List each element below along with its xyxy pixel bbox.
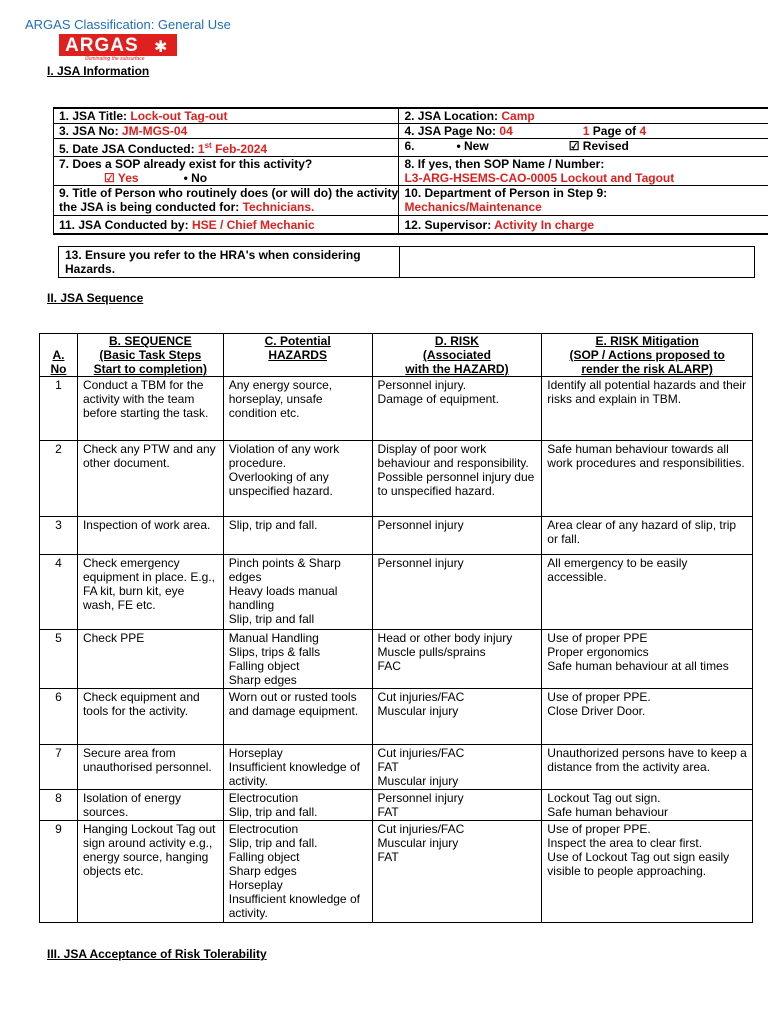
hazard-cell: [223, 790, 372, 821]
jsa-title-value: Lock-out Tag-out: [130, 109, 228, 123]
sop-yes-checkbox[interactable]: ☑ Yes: [104, 171, 139, 185]
mitigation-item: Use of proper PPE: [547, 631, 648, 645]
mitigation-cell: [542, 630, 753, 689]
conducted-by-cell: 11. JSA Conducted by: HSE / Chief Mechanic: [54, 216, 399, 234]
risk-item: Cut injuries/FAC: [377, 822, 465, 836]
hazard-item: Slip, trip and fall.: [228, 805, 318, 819]
section-title-jsa-information: I. JSA Information: [47, 64, 150, 78]
supervisor-cell: 12. Supervisor: Activity In charge: [399, 216, 768, 234]
table-row: [40, 555, 753, 630]
sop-no-option[interactable]: • No: [183, 171, 208, 185]
mitigation-cell: [542, 377, 753, 441]
mitigation-item: Identify all potential hazards and their risks and explain in TBM.: [547, 378, 747, 406]
hazard-cell: [223, 555, 372, 630]
row-number: 5: [40, 630, 78, 689]
header-hazards: C. Potential HAZARDS: [223, 334, 372, 377]
risk-item: Damage of equipment.: [377, 392, 499, 406]
table-row: [40, 790, 753, 821]
risk-cell: [372, 821, 542, 923]
mitigation-cell: [542, 745, 753, 790]
section-title-jsa-sequence: II. JSA Sequence: [47, 291, 144, 305]
row-number: 1: [40, 377, 78, 441]
hra-note-table: [58, 246, 755, 278]
table-row: [40, 689, 753, 745]
hra-note: 13. Ensure you refer to the HRA's when considering Hazards.: [59, 247, 400, 278]
risk-cell: [372, 790, 542, 821]
sequence-step: Inspection of work area.: [77, 517, 223, 555]
sequence-step: Check PPE: [77, 630, 223, 689]
logo-star-icon: ✱: [154, 39, 168, 56]
hazard-item: Electrocution: [228, 791, 299, 805]
title-of-person-cell: 9. Title of Person who routinely does (or will do) the activity the JSA is being conducted for: Technicians.: [54, 186, 399, 216]
hazard-cell: [223, 517, 372, 555]
table-row: [40, 630, 753, 689]
row-number: 9: [40, 821, 78, 923]
risk-item: Muscular injury: [377, 704, 459, 718]
risk-cell: [372, 745, 542, 790]
hazard-item: Sharp edges: [228, 864, 297, 878]
risk-item: Cut injuries/FAC: [377, 746, 465, 760]
risk-item: Muscular injury: [377, 836, 459, 850]
logo-text: ARGAS: [65, 35, 139, 56]
sop-name-value: L3-ARG-HSEMS-CAO-0005 Lockout and Tagout: [404, 171, 675, 185]
date-value: 1st Feb-2024: [197, 141, 268, 156]
risk-item: FAT: [377, 805, 399, 819]
sop-exist-cell: 7. Does a SOP already exist for this activity? ☑ Yes • No: [54, 157, 399, 186]
mitigation-cell: [542, 555, 753, 630]
row-number: 6: [40, 689, 78, 745]
table-row: [40, 441, 753, 517]
header-no: A. No: [40, 334, 78, 377]
mitigation-item: Lockout Tag out sign.: [547, 791, 661, 805]
sequence-step: Check emergency equipment in place. E.g., FA kit, burn kit, eye wash, FE etc.: [77, 555, 223, 630]
hazard-cell: [223, 745, 372, 790]
header-mitigation: E. RISK Mitigation (SOP / Actions proposed to render the risk ALARP): [542, 334, 753, 377]
header-risk: D. RISK (Associated with the HAZARD): [372, 334, 542, 377]
mitigation-item: Unauthorized persons have to keep a distance from the activity area.: [547, 746, 747, 774]
conducted-by-value: HSE / Chief Mechanic: [191, 218, 315, 232]
table-row: [40, 821, 753, 923]
risk-cell: [372, 377, 542, 441]
hazard-item: Insufficient knowledge of activity.: [228, 760, 360, 788]
jsa-sequence-table: [39, 333, 753, 923]
mitigation-item: Safe human behaviour at all times: [547, 659, 729, 673]
risk-item: Muscle pulls/sprains: [377, 645, 486, 659]
mitigation-item: Safe human behaviour: [547, 805, 669, 819]
mitigation-item: Proper ergonomics: [547, 645, 649, 659]
new-revised-cell: 6. • New ☑ Revised: [399, 139, 768, 157]
jsa-info-table: [53, 107, 768, 235]
logo-tagline: Illuminating the subsurface: [85, 56, 145, 62]
hazard-item: Slip, trip and fall.: [228, 836, 318, 850]
department-cell: 10. Department of Person in Step 9: Mechanics/Maintenance: [399, 186, 768, 216]
hazard-item: Manual Handling: [228, 631, 319, 645]
hazard-item: Worn out or rusted tools and damage equipment.: [228, 690, 359, 718]
risk-cell: [372, 441, 542, 517]
supervisor-value: Activity In charge: [494, 218, 595, 232]
risk-item: Possible personnel injury due to unspecified hazard.: [377, 470, 535, 498]
row-number: 7: [40, 745, 78, 790]
hazard-item: Electrocution: [228, 822, 299, 836]
risk-item: FAT: [377, 850, 399, 864]
hazard-item: Pinch points & Sharp edges: [228, 556, 341, 584]
risk-cell: [372, 630, 542, 689]
table-row: [40, 745, 753, 790]
hazard-item: Any energy source, horseplay, unsafe condition etc.: [228, 378, 333, 420]
date-conducted-cell: 5. Date JSA Conducted: 1st Feb-2024: [54, 139, 399, 157]
sequence-step: Hanging Lockout Tag out sign around activity e.g., energy source, hanging objects etc.: [77, 821, 223, 923]
risk-item: Personnel injury.: [377, 378, 467, 392]
revised-checkbox[interactable]: ☑ Revised: [568, 139, 629, 153]
mitigation-item: Use of proper PPE.: [547, 690, 651, 704]
risk-cell: [372, 517, 542, 555]
table-row: [40, 377, 753, 441]
sop-name-cell: 8. If yes, then SOP Name / Number: L3-ARG-HSEMS-CAO-0005 Lockout and Tagout: [399, 157, 768, 186]
hazard-item: Overlooking of any unspecified hazard.: [228, 470, 333, 498]
risk-item: Cut injuries/FAC: [377, 690, 465, 704]
department-value: Mechanics/Maintenance: [404, 200, 542, 214]
risk-item: Personnel injury: [377, 791, 464, 805]
row-number: 4: [40, 555, 78, 630]
mitigation-item: Inspect the area to clear first.: [547, 836, 703, 850]
sequence-step: Secure area from unauthorised personnel.: [77, 745, 223, 790]
risk-item: Head or other body injury: [377, 631, 513, 645]
hazard-item: Falling object: [228, 659, 300, 673]
sequence-step: Check equipment and tools for the activity.: [77, 689, 223, 745]
mitigation-item: Area clear of any hazard of slip, trip or fall.: [547, 518, 737, 546]
table-row: [40, 517, 753, 555]
mitigation-cell: [542, 790, 753, 821]
mitigation-item: Safe human behaviour towards all work procedures and responsibilities.: [547, 442, 745, 470]
argas-logo: [59, 34, 177, 62]
mitigation-item: Use of Lockout Tag out sign easily visible to people approaching.: [547, 850, 730, 878]
hazard-item: Insufficient knowledge of activity.: [228, 892, 360, 920]
risk-item: Muscular injury: [377, 774, 459, 788]
row-number: 8: [40, 790, 78, 821]
hazard-item: Violation of any work procedure.: [228, 442, 340, 470]
new-option[interactable]: • New: [456, 139, 489, 153]
hazard-item: Sharp edges: [228, 673, 297, 687]
row-number: 2: [40, 441, 78, 517]
risk-cell: [372, 689, 542, 745]
hazard-cell: [223, 630, 372, 689]
section-title-risk-tolerability: III. JSA Acceptance of Risk Tolerability: [47, 947, 267, 961]
sequence-step: Check any PTW and any other document.: [77, 441, 223, 517]
sequence-step: Isolation of energy sources.: [77, 790, 223, 821]
hazard-item: Falling object: [228, 850, 300, 864]
jsa-title-cell: 1. JSA Title: Lock-out Tag-out: [54, 108, 399, 124]
hazard-item: Slip, trip and fall.: [228, 518, 318, 532]
hazard-cell: [223, 377, 372, 441]
hazard-item: Slip, trip and fall: [228, 612, 315, 626]
risk-item: Personnel injury: [377, 518, 464, 532]
row-number: 3: [40, 517, 78, 555]
hazard-cell: [223, 441, 372, 517]
hazard-item: Horseplay: [228, 878, 283, 892]
mitigation-item: Use of proper PPE.: [547, 822, 651, 836]
jsa-no-cell: 3. JSA No: JM-MGS-04: [54, 124, 399, 139]
risk-item: Personnel injury: [377, 556, 464, 570]
mitigation-cell: [542, 689, 753, 745]
hazard-cell: [223, 689, 372, 745]
mitigation-cell: [542, 517, 753, 555]
hazard-item: Heavy loads manual handling: [228, 584, 338, 612]
risk-item: Display of poor work behaviour and responsibility.: [377, 442, 529, 470]
mitigation-cell: [542, 821, 753, 923]
risk-cell: [372, 555, 542, 630]
jsa-location-cell: 2. JSA Location: Camp: [399, 108, 768, 124]
jsa-no-value: JM-MGS-04: [121, 124, 188, 138]
hazard-item: Slips, trips & falls: [228, 645, 321, 659]
mitigation-cell: [542, 441, 753, 517]
mitigation-item: Close Driver Door.: [547, 704, 646, 718]
sequence-step: Conduct a TBM for the activity with the team before starting the task.: [77, 377, 223, 441]
mitigation-item: All emergency to be easily accessible.: [547, 556, 688, 584]
title-of-person-value: Technicians.: [242, 200, 315, 214]
hazard-item: Horseplay: [228, 746, 283, 760]
risk-item: FAC: [377, 659, 401, 673]
hazard-cell: [223, 821, 372, 923]
hra-note-blank: [399, 247, 754, 278]
jsa-page-cell: 4. JSA Page No: 04 1 Page of 4: [399, 124, 768, 139]
jsa-location-value: Camp: [501, 109, 535, 123]
risk-item: FAT: [377, 760, 399, 774]
header-sequence: B. SEQUENCE (Basic Task Steps Start to completion): [77, 334, 223, 377]
classification-label: ARGAS Classification: General Use: [25, 17, 231, 32]
